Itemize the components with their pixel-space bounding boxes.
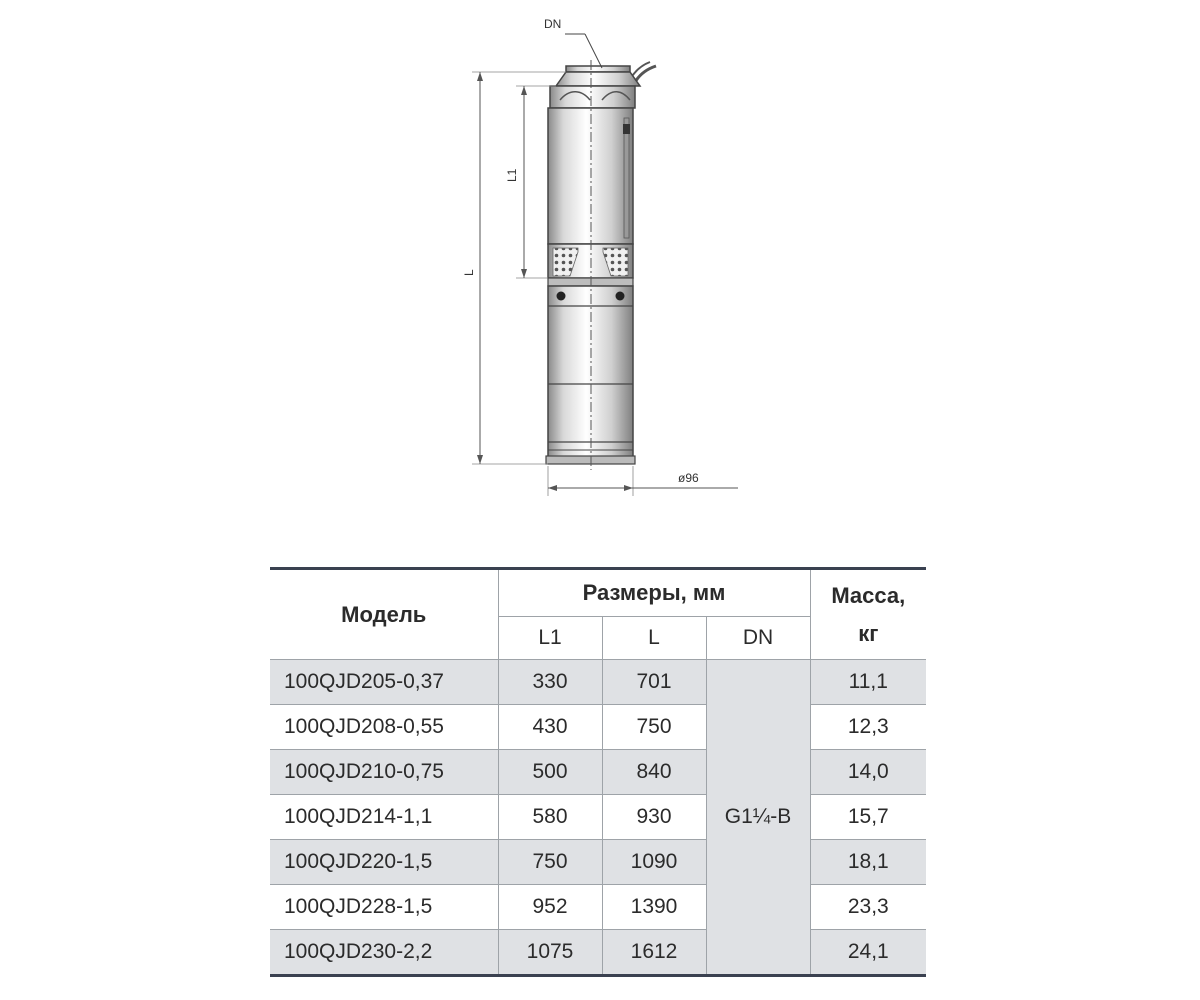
cell-l: 1612 xyxy=(602,930,706,976)
header-l: L xyxy=(602,617,706,660)
header-dn: DN xyxy=(706,617,810,660)
cell-l: 750 xyxy=(602,705,706,750)
table-row xyxy=(270,660,926,705)
cell-l: 1090 xyxy=(602,840,706,885)
cell-model: 100QJD230-2,2 xyxy=(270,930,498,976)
l-label: L xyxy=(462,269,476,276)
cell-model: 100QJD220-1,5 xyxy=(270,840,498,885)
table-header-row xyxy=(270,569,926,617)
cell-l1: 580 xyxy=(498,795,602,840)
table-row xyxy=(270,840,926,885)
cell-l1: 952 xyxy=(498,885,602,930)
table-row xyxy=(270,885,926,930)
cell-mass: 11,1 xyxy=(810,660,926,705)
cell-model: 100QJD208-0,55 xyxy=(270,705,498,750)
cell-l: 930 xyxy=(602,795,706,840)
l1-label: L1 xyxy=(505,168,519,182)
cell-mass: 18,1 xyxy=(810,840,926,885)
cell-l: 840 xyxy=(602,750,706,795)
cell-l1: 430 xyxy=(498,705,602,750)
cell-model: 100QJD210-0,75 xyxy=(270,750,498,795)
header-mass: Масса, кг xyxy=(810,569,926,660)
cell-l1: 330 xyxy=(498,660,602,705)
cell-model: 100QJD205-0,37 xyxy=(270,660,498,705)
cell-mass: 12,3 xyxy=(810,705,926,750)
header-l1: L1 xyxy=(498,617,602,660)
cell-l1: 1075 xyxy=(498,930,602,976)
table-row xyxy=(270,930,926,976)
table-row xyxy=(270,705,926,750)
cell-l1: 500 xyxy=(498,750,602,795)
cell-model: 100QJD214-1,1 xyxy=(270,795,498,840)
header-model: Модель xyxy=(270,569,498,660)
diameter-label: ø96 xyxy=(678,471,699,485)
cell-model: 100QJD228-1,5 xyxy=(270,885,498,930)
cell-l1: 750 xyxy=(498,840,602,885)
cell-mass: 24,1 xyxy=(810,930,926,976)
header-dimensions: Размеры, мм xyxy=(498,569,810,617)
cell-mass: 23,3 xyxy=(810,885,926,930)
cell-mass: 15,7 xyxy=(810,795,926,840)
cell-dn: G1¼-B xyxy=(706,660,810,976)
cell-l: 1390 xyxy=(602,885,706,930)
cell-mass: 14,0 xyxy=(810,750,926,795)
cell-l: 701 xyxy=(602,660,706,705)
dn-label: DN xyxy=(544,17,562,31)
table-row xyxy=(270,750,926,795)
table-row xyxy=(270,795,926,840)
specification-table xyxy=(270,567,926,977)
